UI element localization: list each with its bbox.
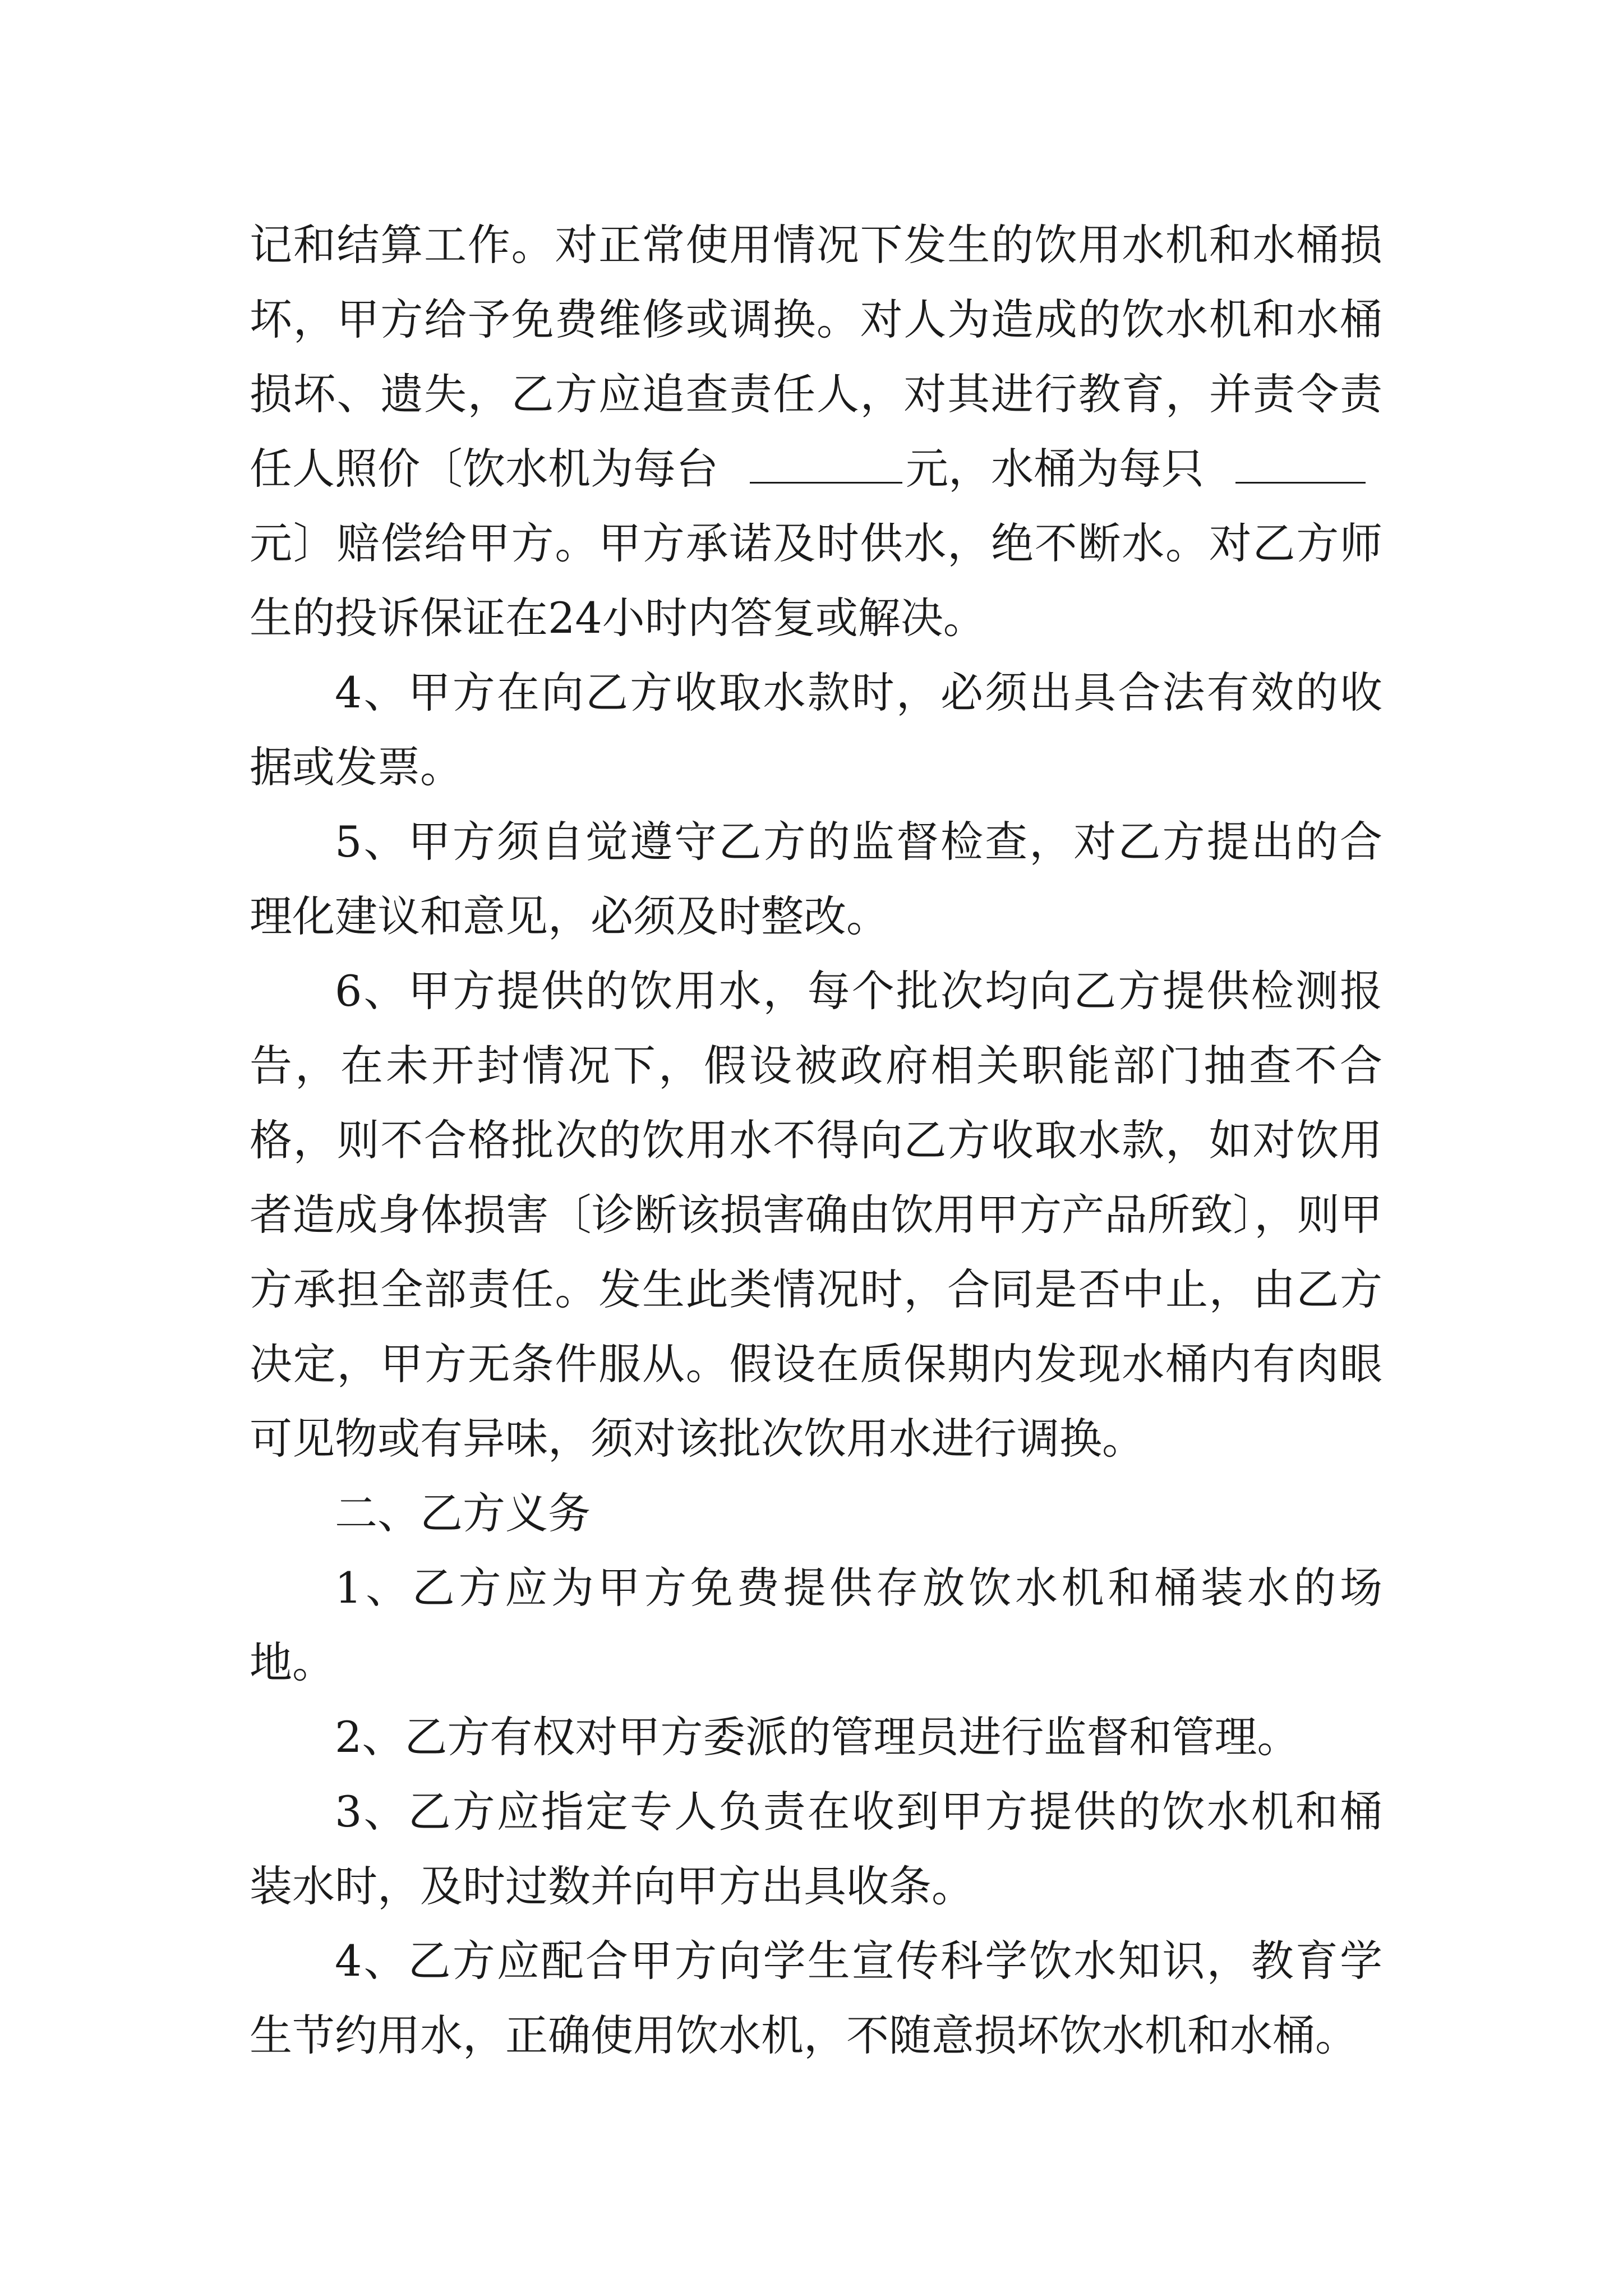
paragraph-continued-mid: 元，水桶为每只 xyxy=(906,444,1204,494)
clause-b3: 3、乙方应指定专人负责在收到甲方提供的饮水机和桶装水时，及时过数并向甲方出具收条。 xyxy=(250,1787,1382,1911)
section-heading-party-b: 二、乙方义务 xyxy=(335,1488,591,1538)
clause-a5: 5、甲方须自觉遵守乙方的监督检查，对乙方提出的合理化建议和意见，必须及时整改。 xyxy=(250,817,1382,941)
clause-b4: 4、乙方应配合甲方向学生宣传科学饮水知识，教育学生节约用水，正确使用饮水机，不随意损坏饮水机和水桶。 xyxy=(250,1936,1382,2060)
clause-b2: 2、乙方有权对甲方委派的管理员进行监督和管理。 xyxy=(335,1712,1300,1762)
clause-b1: 1、乙方应为甲方免费提供存放饮水机和桶装水的场地。 xyxy=(250,1563,1382,1687)
fill-blank-dispenser-price xyxy=(750,447,902,484)
paragraph-continued-text: 记和结算工作。对正常使用情况下发生的饮用水机和水桶损坏，甲方给予免费维修或调换。对人为造成的饮水机和水桶损坏、遗失，乙方应追查责任人，对其进行教育，并责令责任人照价〔饮水机为每台 xyxy=(250,220,1382,494)
clause-a6: 6、甲方提供的饮用水，每个批次均向乙方提供检测报告，在未开封情况下，假设被政府相关职能部门抽查不合格，则不合格批次的饮用水不得向乙方收取水款，如对饮用者造成身体损害〔诊断该损害确由饮用甲方产品所致〕，则甲方承担全部责任。发生此类情况时，合同是否中止，由乙方决定，甲方无条件服从。假设在质保期内发现水桶内有肉眼可见物或有异味，须对该批次饮用水进行调换。 xyxy=(250,966,1382,1464)
paragraph-continued xyxy=(250,208,1382,655)
document-body xyxy=(250,208,1382,2073)
clause-a4: 4、甲方在向乙方收取水款时，必须出具合法有效的收据或发票。 xyxy=(250,668,1382,792)
fill-blank-bucket-price xyxy=(1235,447,1366,484)
paragraph-continued-tail: 元〕赔偿给甲方。甲方承诺及时供水，绝不断水。对乙方师生的投诉保证在24小时内答复或解决。 xyxy=(250,518,1382,643)
